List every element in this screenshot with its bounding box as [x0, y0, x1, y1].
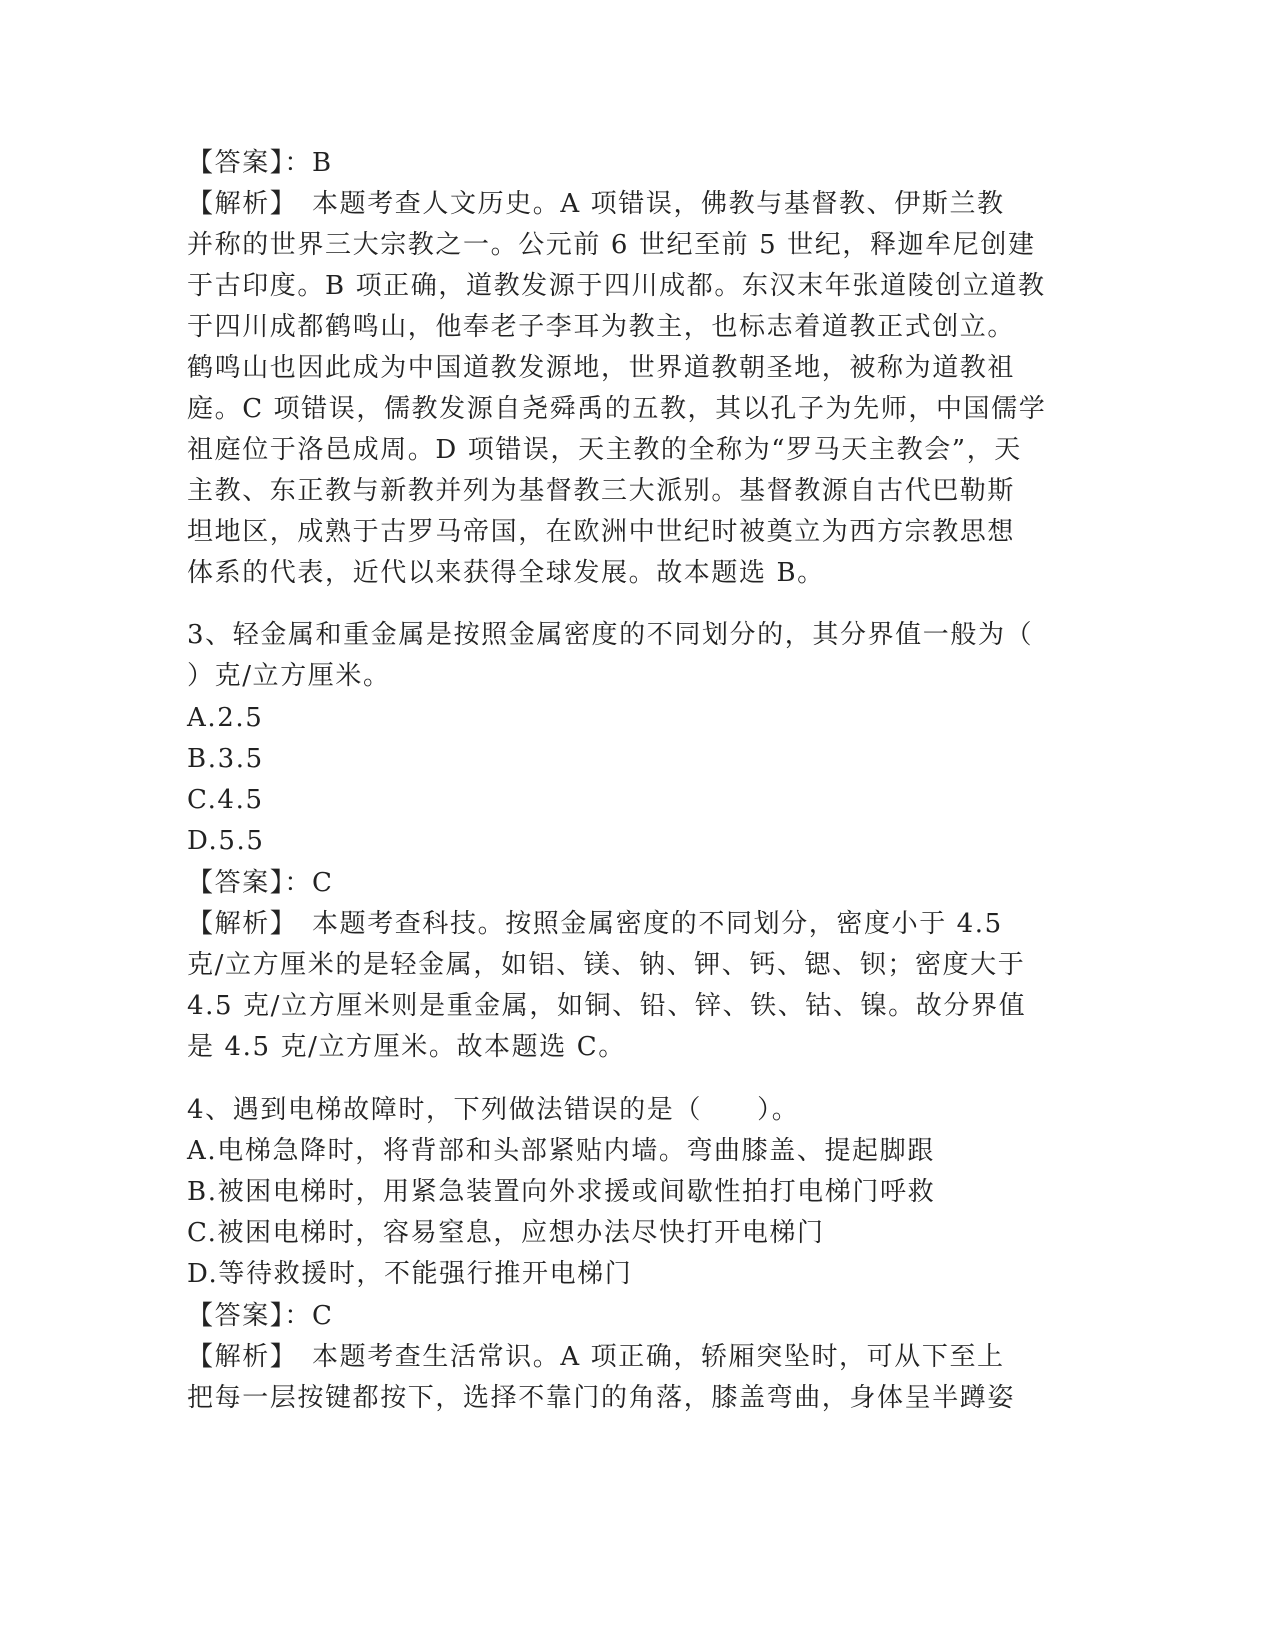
analysis-line: 于四川成都鹤鸣山，他奉老子李耳为教主，也标志着道教正式创立。 — [187, 312, 1016, 342]
analysis-line: 坦地区，成熟于古罗马帝国，在欧洲中世纪时被奠立为西方宗教思想 — [187, 517, 1016, 547]
question-3-text: 3、轻金属和重金属是按照金属密度的不同划分的，其分界值一般为（ — [187, 620, 1034, 650]
analysis-line: 是 4.5 克/立方厘米。故本题选 C。 — [187, 1032, 626, 1062]
analysis-line: 把每一层按键都按下，选择不靠门的角落，膝盖弯曲，身体呈半蹲姿 — [187, 1383, 1016, 1413]
answer-line: 【答案】：C — [187, 868, 334, 898]
option-a: A.电梯急降时，将背部和头部紧贴内墙。弯曲膝盖、提起脚跟 — [187, 1136, 935, 1166]
analysis-line: 主教、东正教与新教并列为基督教三大派别。基督教源自古代巴勒斯 — [187, 476, 1016, 506]
analysis-line: 鹤鸣山也因此成为中国道教发源地，世界道教朝圣地，被称为道教祖 — [187, 353, 1016, 383]
analysis-line: 庭。C 项错误，儒教发源自尧舜禹的五教，其以孔子为先师，中国儒学 — [187, 394, 1047, 424]
option-a: A.2.5 — [187, 703, 264, 733]
analysis-line: 【解析】 本题考查生活常识。A 项正确，轿厢突坠时，可从下至上 — [187, 1342, 1005, 1372]
analysis-line: 于古印度。B 项正确，道教发源于四川成都。东汉末年张道陵创立道教 — [187, 271, 1046, 301]
analysis-line: 【解析】 本题考查人文历史。A 项错误，佛教与基督教、伊斯兰教 — [187, 189, 1005, 219]
analysis-line: 【解析】 本题考查科技。按照金属密度的不同划分，密度小于 4.5 — [187, 909, 1003, 939]
analysis-line: 祖庭位于洛邑成周。D 项错误，天主教的全称为“罗马天主教会”，天 — [187, 435, 1022, 465]
option-d: D.5.5 — [187, 826, 265, 856]
question-3-text: ）克/立方厘米。 — [187, 661, 391, 691]
answer-line: 【答案】：B — [187, 148, 333, 178]
question-4-text: 4、遇到电梯故障时，下列做法错误的是（ ）。 — [187, 1095, 800, 1125]
option-b: B.3.5 — [187, 744, 264, 774]
option-c: C.被困电梯时，容易窒息，应想办法尽快打开电梯门 — [187, 1218, 825, 1248]
option-c: C.4.5 — [187, 785, 264, 815]
option-d: D.等待救援时，不能强行推开电梯门 — [187, 1259, 633, 1289]
option-b: B.被困电梯时，用紧急装置向外求援或间歇性拍打电梯门呼救 — [187, 1177, 936, 1207]
analysis-line: 并称的世界三大宗教之一。公元前 6 世纪至前 5 世纪，释迦牟尼创建 — [187, 230, 1036, 260]
analysis-line: 克/立方厘米的是轻金属，如铝、镁、钠、钾、钙、锶、钡；密度大于 — [187, 950, 1026, 980]
analysis-line: 体系的代表，近代以来获得全球发展。故本题选 B。 — [187, 558, 825, 588]
analysis-line: 4.5 克/立方厘米则是重金属，如铜、铅、锌、铁、钴、镍。故分界值 — [187, 991, 1027, 1021]
answer-line: 【答案】：C — [187, 1301, 334, 1331]
